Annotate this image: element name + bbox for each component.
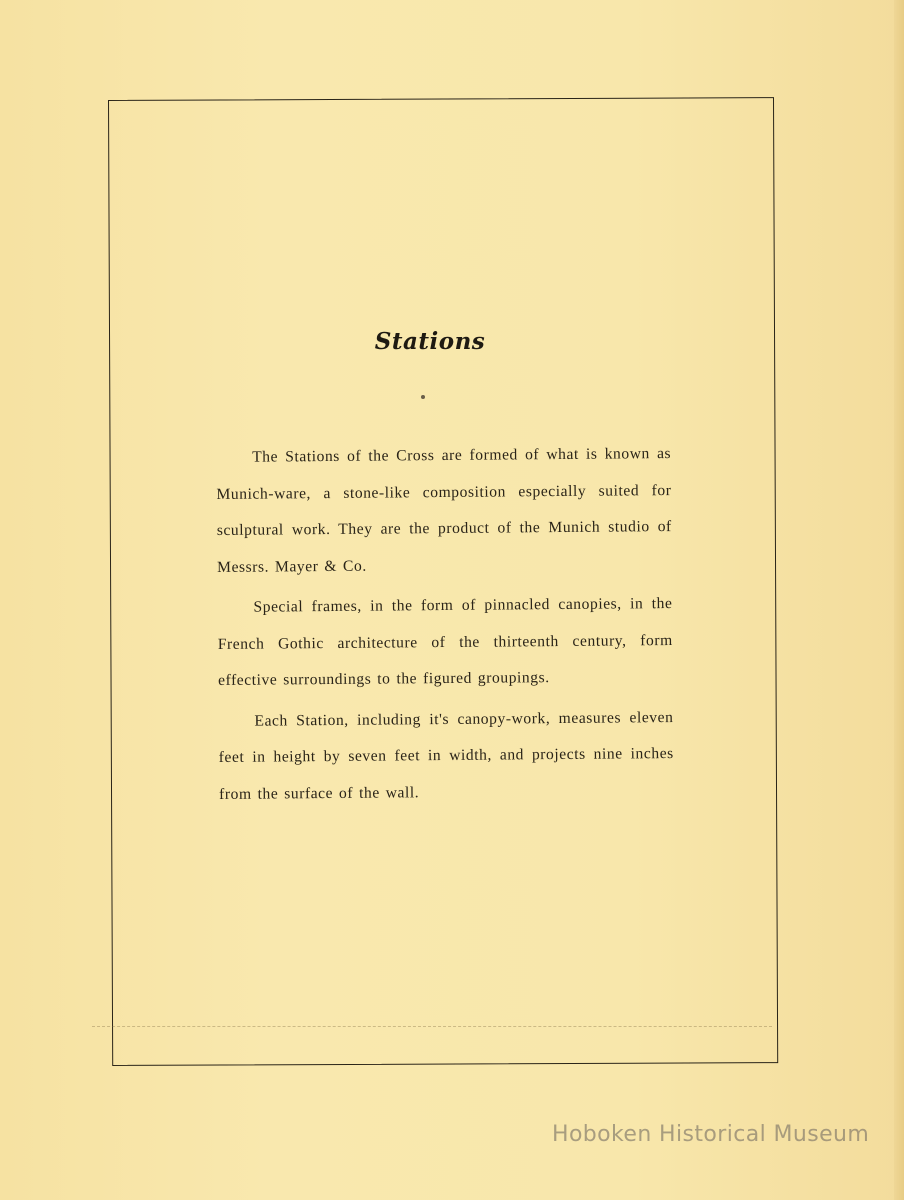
body-text	[216, 436, 674, 817]
paragraph-3: Each Station, including it's canopy-work, measures eleven feet in height by seven feet in width, and projects nine inches from the surface of the wall.	[218, 708, 674, 803]
page-title: Stations	[374, 328, 486, 355]
museum-watermark: Hoboken Historical Museum	[552, 1122, 870, 1147]
title-ornament-dot	[421, 395, 425, 399]
paragraph-1: The Stations of the Cross are formed of what is known as Munich-ware, a stone-like composition especially suited for sculptural work. They are the product of the Munich studio of Messrs. Mayer & Co.	[216, 445, 672, 576]
fold-line	[92, 1026, 772, 1027]
page-edge	[894, 0, 904, 1200]
paragraph-2: Special frames, in the form of pinnacled canopies, in the French Gothic architecture of the thirteenth century, form effective surroundings to the figured groupings.	[217, 595, 673, 689]
